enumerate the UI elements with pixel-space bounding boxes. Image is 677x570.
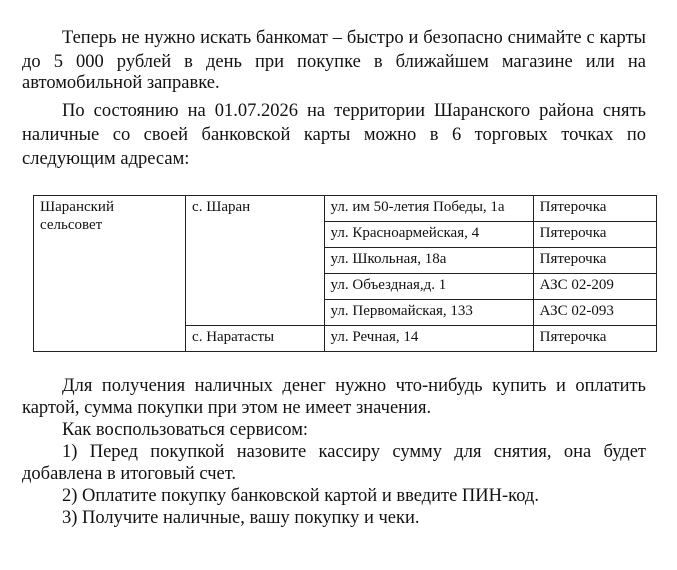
- table-row: [34, 196, 657, 222]
- step-2: 2) Оплатите покупку банковской картой и введите ПИН-код.: [62, 486, 539, 506]
- village-cell-naratasty: с. Наратасты: [186, 326, 325, 352]
- address-table: [33, 195, 657, 352]
- status-line-3: следующим адресам:: [22, 149, 190, 169]
- address-cell: ул. Первомайская, 133: [324, 300, 533, 326]
- status-line-1: По состоянию на 01.07.2026 на территории Шаранского района снять: [62, 101, 646, 121]
- step-1-line-1: 1) Перед покупкой назовите кассиру сумму для снятия, она будет: [62, 442, 646, 462]
- point-cell: АЗС 02-093: [533, 300, 656, 326]
- status-line-2: наличные со своей банковской карты можно в 6 торговых точках по: [22, 125, 646, 145]
- point-cell: Пятерочка: [533, 222, 656, 248]
- address-cell: ул. Речная, 14: [324, 326, 533, 352]
- intro-line-3: автомобильной заправке.: [22, 73, 220, 93]
- point-cell: Пятерочка: [533, 248, 656, 274]
- point-cell: Пятерочка: [533, 326, 656, 352]
- address-cell: ул. Красноармейская, 4: [324, 222, 533, 248]
- address-cell: ул. Объездная,д. 1: [324, 274, 533, 300]
- address-cell: ул. им 50-летия Победы, 1а: [324, 196, 533, 222]
- intro-line-2: до 5 000 рублей в день при покупке в ближайшем магазине или на: [22, 52, 646, 72]
- howto-line-2: картой, сумма покупки при этом не имеет значения.: [22, 398, 432, 418]
- howto-section: [22, 375, 646, 529]
- intro-paragraph: [22, 26, 646, 95]
- point-cell: АЗС 02-209: [533, 274, 656, 300]
- council-cell: Шаранский сельсовет: [34, 196, 186, 352]
- howto-heading: Как воспользоваться сервисом:: [62, 420, 309, 440]
- status-paragraph: [22, 99, 646, 171]
- intro-line-1: Теперь не нужно искать банкомат – быстро и безопасно снимайте с карты: [62, 28, 646, 48]
- point-cell: Пятерочка: [533, 196, 656, 222]
- step-3: 3) Получите наличные, вашу покупку и чеки.: [62, 508, 420, 528]
- village-cell-sharan: с. Шаран: [186, 196, 325, 326]
- howto-line-1: Для получения наличных денег нужно что-нибудь купить и оплатить: [62, 376, 646, 396]
- address-cell: ул. Школьная, 18а: [324, 248, 533, 274]
- step-1-line-2: добавлена в итоговый счет.: [22, 464, 237, 484]
